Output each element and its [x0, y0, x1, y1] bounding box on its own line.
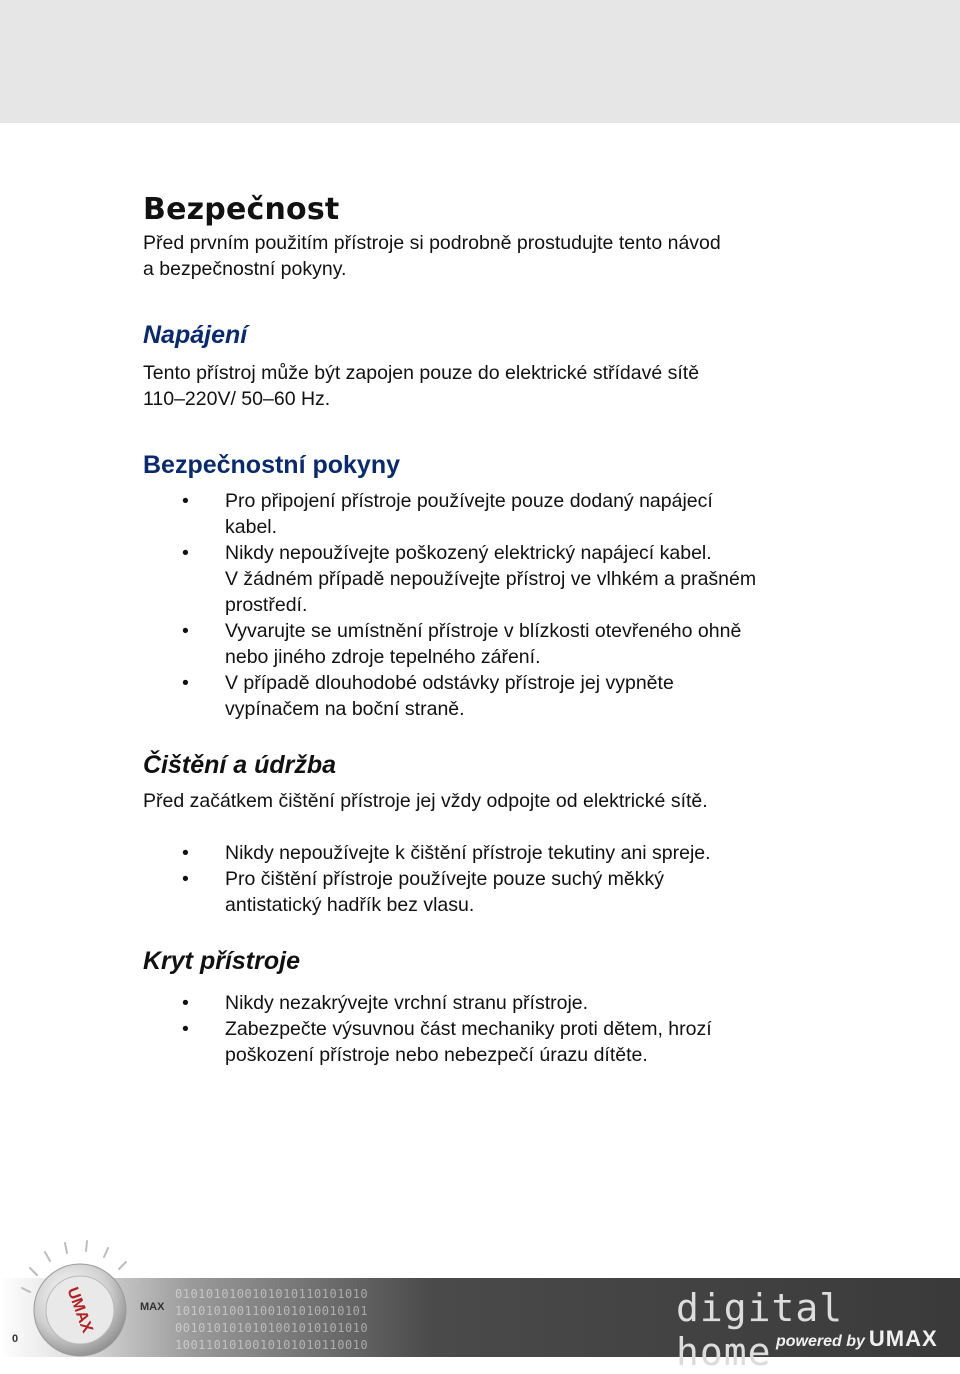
brand-digital-home: digital home — [676, 1286, 844, 1374]
dial-brand: UMAX — [63, 1285, 96, 1336]
bullet-icon: • — [182, 542, 189, 564]
document-body — [143, 190, 843, 1068]
cleaning-list — [143, 840, 843, 918]
dial-min-label: 0 — [12, 1333, 19, 1345]
cover-list — [143, 990, 843, 1068]
bullet-icon: • — [182, 490, 189, 512]
list-item: • Pro čištění přístroje používejte pouze suchý měkký antistatický hadřík bez vlasu. — [182, 868, 664, 916]
brand-umax: UMAX — [868, 1326, 938, 1351]
intro-line-1: Před prvním použitím přístroje si podrobně prostudujte tento návod — [143, 232, 721, 254]
list-item: • Nikdy nepoužívejte k čištění přístroje tekutiny ani spreje. — [182, 842, 711, 864]
footer-banner — [0, 1230, 960, 1374]
safety-heading: Bezpečnostní pokyny — [143, 451, 400, 479]
volume-dial-icon — [0, 1230, 170, 1357]
bullet-icon: • — [182, 992, 189, 1014]
brand-powered-by: powered by UMAX — [776, 1326, 938, 1351]
list-item: • V případě dlouhodobé odstávky přístroje jej vypněte vypínačem na boční straně. — [182, 672, 674, 720]
power-line-2: 110–220V/ 50–60 Hz. — [143, 388, 331, 410]
list-item: • Pro připojení přístroje používejte pouze dodaný napájecí kabel. — [182, 490, 713, 538]
bullet-icon: • — [182, 620, 189, 642]
binary-pattern: 0101010100101010110101010 1010101001100101010010101 0010101010101001010101010 1001101010010101010110010 — [175, 1287, 369, 1352]
list-item: • Vyvarujte se umístnění přístroje v blízkosti otevřeného ohně nebo jiného zdroje tepelného záření. — [182, 620, 742, 668]
safety-list — [143, 488, 843, 722]
cover-heading: Kryt přístroje — [143, 947, 300, 975]
page-title: Bezpečnost — [143, 192, 340, 227]
dial-max-label: MAX — [140, 1301, 165, 1313]
list-item: • Nikdy nezakrývejte vrchní stranu přístroje. — [182, 992, 589, 1014]
intro-line-2: a bezpečnostní pokyny. — [143, 258, 347, 280]
list-item: • Zabezpečte výsuvnou část mechaniky proti dětem, hrozí poškození přístroje nebo nebezpečí úrazu dítěte. — [182, 1018, 712, 1066]
bullet-icon: • — [182, 842, 189, 864]
power-heading: Napájení — [143, 321, 248, 349]
bullet-icon: • — [182, 672, 189, 694]
cleaning-heading: Čištění a údržba — [143, 751, 337, 779]
bullet-icon: • — [182, 868, 189, 890]
bullet-icon: • — [182, 1018, 189, 1040]
top-band — [0, 0, 960, 123]
list-item: • Nikdy nepoužívejte poškozený elektrický napájecí kabel. V žádném případě nepoužívejte přístroj ve vlhkém a prašném prostředí. — [182, 542, 757, 616]
power-line-1: Tento přístroj může být zapojen pouze do elektrické střídavé sítě — [143, 362, 700, 384]
cleaning-text: Před začátkem čištění přístroje jej vždy odpojte od elektrické sítě. — [143, 790, 708, 812]
